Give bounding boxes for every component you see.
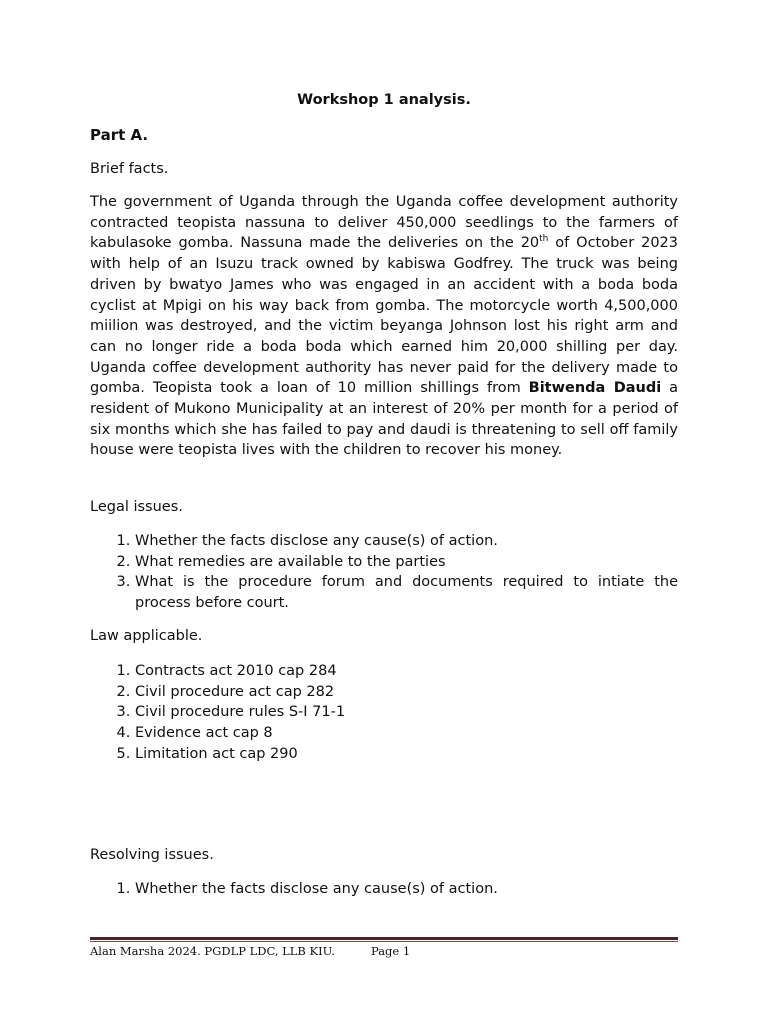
facts-bold-name: Bitwenda Daudi xyxy=(528,380,662,397)
resolving-issues-heading: Resolving issues. xyxy=(90,847,214,863)
list-item: 4. Evidence act cap 8 xyxy=(135,723,678,744)
list-item: 1. Contracts act 2010 cap 284 xyxy=(135,661,678,682)
footer-rule-thick xyxy=(90,937,678,940)
list-item: 1. Whether the facts disclose any cause(s) of action. xyxy=(135,879,678,900)
document-title: Workshop 1 analysis. xyxy=(297,92,471,108)
brief-facts-heading: Brief facts. xyxy=(90,161,169,177)
facts-text-3: a resident of Mukono Municipality at an interest of 20% per month for a period of six months which she has failed to pay and daudi is threatening to sell off family house were teopista lives with the children to recover his money. xyxy=(90,380,678,459)
facts-superscript: th xyxy=(539,234,549,245)
list-item: 3. What is the procedure forum and documents required to intiate the process before court. xyxy=(135,572,678,613)
document-page xyxy=(90,0,678,1024)
part-heading: Part A. xyxy=(90,126,149,144)
facts-paragraph xyxy=(90,192,678,461)
list-item: 2. Civil procedure act cap 282 xyxy=(135,682,678,703)
law-applicable-list xyxy=(90,661,678,765)
list-item: 3. Civil procedure rules S-I 71-1 xyxy=(135,702,678,723)
list-item: 1. Whether the facts disclose any cause(s) of action. xyxy=(135,531,678,552)
law-applicable-heading: Law applicable. xyxy=(90,628,203,644)
list-item: 2. What remedies are available to the parties xyxy=(135,552,678,573)
resolving-issues-list xyxy=(90,879,678,900)
footer-page-number: Page 1 xyxy=(370,944,411,958)
page-footer xyxy=(90,944,410,958)
legal-issues-heading: Legal issues. xyxy=(90,499,183,515)
footer-author: Alan Marsha 2024. PGDLP LDC, LLB KIU. xyxy=(90,944,335,958)
legal-issues-list xyxy=(90,531,678,614)
footer-rule-thin xyxy=(90,941,678,942)
list-item: 5. Limitation act cap 290 xyxy=(135,744,678,765)
facts-text-1: The government of Uganda through the Uganda coffee development authority contracted teopista nassuna to deliver 450,000 seedlings to the farmers of kabulasoke gomba. Nassuna made the deliveries on the 20 xyxy=(90,194,678,252)
facts-text-2: of October 2023 with help of an Isuzu track owned by kabiswa Godfrey. The truck was being driven by bwatyo James who was engaged in an accident with a boda boda cyclist at Mpigi on his way back from gomba. The motorcycle worth 4,500,000 miilion was destroyed, and the victim beyanga Johnson lost his right arm and can no longer ride a boda boda which earned him 20,000 shilling per day. Uganda coffee development authority has never paid for the delivery made to gomba. Teopista took a loan of 10 million shillings from xyxy=(90,235,678,397)
